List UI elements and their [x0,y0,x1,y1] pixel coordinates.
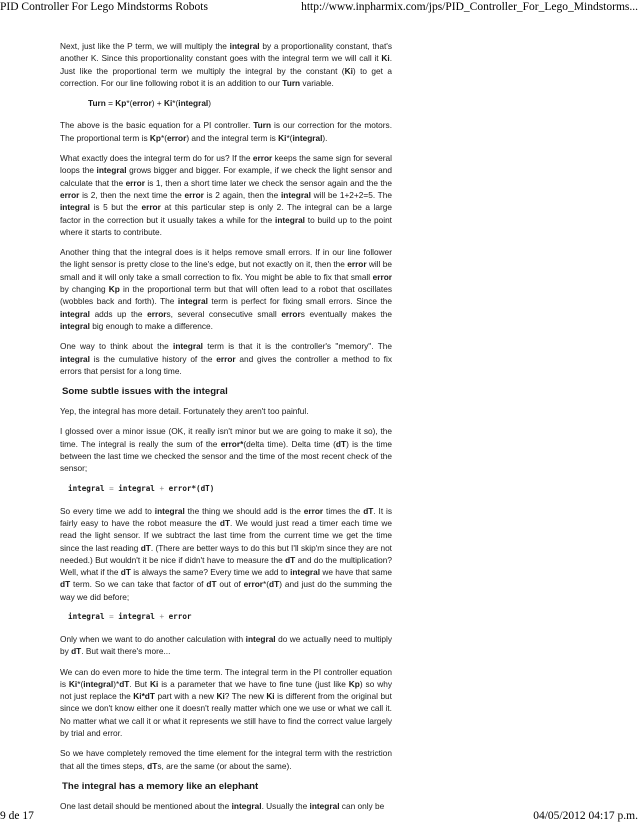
paragraph: So we have completely removed the time element for the integral term with the restriction that all the times steps, dTs, are the same (or about the same). [60,748,392,771]
paragraph: So every time we add to integral the thing we should add is the error times the dT. It is fairly easy to have the robot measure the dT. We would just read a timer each time we read the light sensor. If we subtract the last time from the current time we get the time since the last reading dT. (There are better ways to do this but I'll skip'm since they are not needed.) But wouldn't it be nice if didn't have to measure the dT and do the multiplication? Well, what if the dT is always the same? Every time we add to integral we have that same dT term. So we can take that factor of dT out of error*(dT) and just do the summing the way we did before; [60,505,393,602]
print-header [0,1,638,13]
section-heading: The integral has a memory like an elephant [62,780,259,792]
page-title: PID Controller For Lego Mindstorms Robots [0,1,208,13]
paragraph: One last detail should be mentioned about the integral. Usually the integral can only be [60,800,385,811]
paragraph: Yep, the integral has more detail. Fortunately they aren't too painful. [60,406,309,417]
page-number: 9 de 17 [0,810,34,822]
code-snippet: integral = integral + error [68,611,192,621]
paragraph: Next, just like the P term, we will multiply the integral by a proportionality constant, that's another K. Since this proportionality constant goes with the integral term we will call it Ki. Just like the proportional term we multiply the integral by the constant (Ki) to get a correction. For our line following robot it is an addition to our Turn variable. [60,41,392,88]
print-datetime: 04/05/2012 04:17 p.m. [533,810,638,822]
paragraph: One way to think about the integral term is that it is the controller's "memory". The integral is the cumulative history of the error and gives the controller a method to fix errors that persist for a long time. [60,341,392,376]
page-url: http://www.inpharmix.com/jps/PID_Controller_For_Lego_Mindstorms... [301,1,638,13]
paragraph: I glossed over a minor issue (OK, it really isn't minor but we are going to make it so), the time. The integral is really the sum of the error*(delta time). Delta time (dT) is the time between the last time we checked the sensor and the time of the most recent check of the sensor; [60,426,392,474]
section-heading: Some subtle issues with the integral [62,386,228,398]
paragraph: Only when we want to do another calculation with integral do we actually need to multiply by dT. But wait there's more... [60,633,392,657]
article-body [60,40,392,820]
paragraph: We can do even more to hide the time term. The integral term in the PI controller equation is Ki*(integral)*dT. But Ki is a parameter that we have to fine tune (just like Kp) so why not just replace the Ki*dT part with a new Ki? The new Ki is different from the original but since we don't know either one it doesn't really matter which one we use or what we call it. No matter what we call it or what it represents we still have to find the correct value largely by trial and error. [60,666,392,739]
paragraph: The above is the basic equation for a PI controller. Turn is our correction for the motors. The proportional term is Kp*(error) and the integral term is Ki*(integral). [60,120,392,143]
paragraph: Another thing that the integral does is it helps remove small errors. If in our line follower the light sensor is pretty close to the line's edge, but not exactly on it, then the error will be small and it will only take a small correction to fix. You might be able to fix that small error by changing Kp in the proportional term but that will often lead to a robot that oscillates (wobbles back and forth). The integral term is perfect for fixing small errors. Since the integral adds up the errors, several consecutive small errors eventually makes the integral big enough to make a difference. [60,247,393,331]
print-footer [0,810,638,822]
pi-formula: Turn = Kp*(error) + Ki*(integral) [88,98,211,109]
code-snippet: integral = integral + error*(dT) [68,483,215,493]
paragraph: What exactly does the integral term do for us? If the error keeps the same sign for several loops the integral grows bigger and bigger. For example, if we check the light sensor and calculate that the error is 1, then a short time later we check the sensor again and the the error is 2, then the next time the error is 2 again, then the integral will be 1+2+2=5. The integral is 5 but the error at this particular step is only 2. The integral can be a large factor in the correction but it usually takes a while for the integral to build up to the point where it starts to contribute. [60,153,393,237]
